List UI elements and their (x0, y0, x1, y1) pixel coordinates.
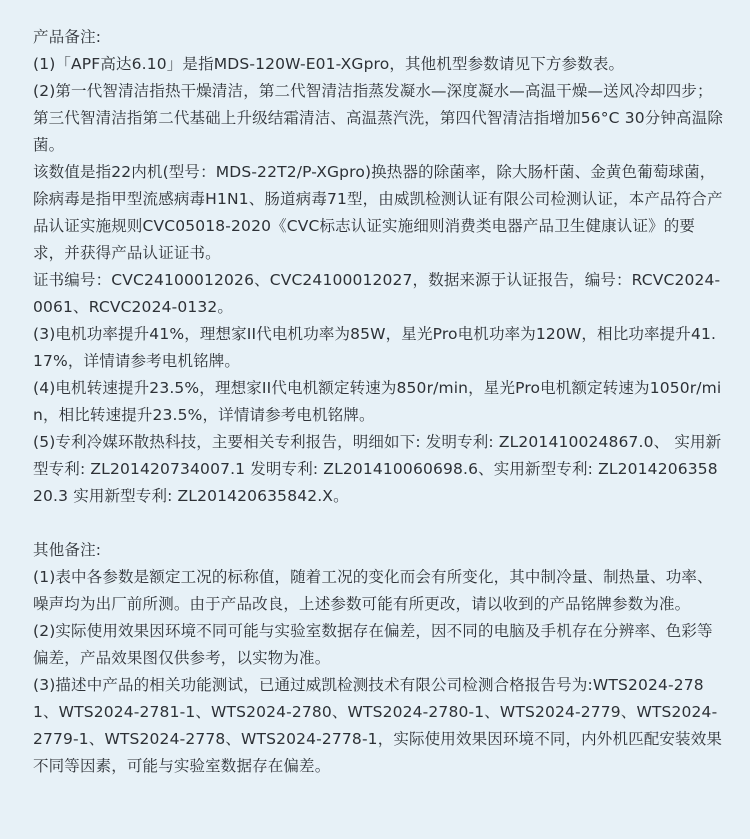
product-note-certificate: 证书编号：CVC24100012026、CVC24100012027，数据来源于认证报告，编号：RCVC2024-0061、RCVC2024-0132。 (33, 271, 721, 316)
product-note-1: (1)「APF高达6.10」是指MDS-120W-E01-XGpro，其他机型参数请见下方参数表。 (33, 55, 625, 73)
other-notes-heading: 其他备注: (33, 541, 102, 559)
product-notes-heading: 产品备注: (33, 28, 102, 46)
other-note-3: (3)描述中产品的相关功能测试，已通过威凯检测技术有限公司检测合格报告号为:WTS2024-2781、WTS2024-2781-1、WTS2024-2780、WTS2024-2780-1、WTS2024-2779、WTS2024-2779-1、WTS2024-2778、WTS2024-2778-1，实际使用效果因环境不同，内外机匹配安装效果不同等因素，可能与实验室数据存在偏差。 (33, 676, 722, 775)
product-note-sterilization: 该数值是指22内机(型号：MDS-22T2/P-XGpro)换热器的除菌率，除大肠杆菌、金黄色葡萄球菌，除病毒是指甲型流感病毒H1N1、肠道病毒71型，由威凯检测认证有限公司检测认证，本产品符合产品认证实施规则CVC05018-2020《CVC标志认证实施细则消费类电器产品卫生健康认证》的要求，并获得产品认证证书。 (33, 163, 723, 262)
product-note-4: (4)电机转速提升23.5%，理想家II代电机额定转速为850r/min，星光Pro电机额定转速为1050r/min，相比转速提升23.5%，详情请参考电机铭牌。 (33, 379, 722, 424)
product-note-5: (5)专利冷媒环散热科技，主要相关专利报告，明细如下: 发明专利: ZL201410024867.0、 实用新型专利: ZL201420734007.1 发明专利: ZL201410060698.6、实用新型专利: ZL201420635820.3 实用新型专利: ZL201420635842.X。 (33, 433, 722, 505)
other-note-2: (2)实际使用效果因环境不同可能与实验室数据存在偏差，因不同的电脑及手机存在分辨率、色彩等偏差，产品效果图仅供参考，以实物为准。 (33, 622, 713, 667)
other-notes-section (33, 537, 726, 780)
product-note-3: (3)电机功率提升41%，理想家II代电机功率为85W，星光Pro电机功率为120W，相比功率提升41.17%，详情请参考电机铭牌。 (33, 325, 717, 370)
section-spacer (33, 510, 726, 537)
product-note-2: (2)第一代智清洁指热干燥清洁，第二代智清洁指蒸发凝水—深度凝水—高温干燥—送风冷却四步；第三代智清洁指第二代基础上升级结霜清洁、高温蒸汽洗，第四代智清洁指增加56°C 30分钟高温除菌。 (33, 82, 723, 154)
other-note-1: (1)表中各参数是额定工况的标称值，随着工况的变化而会有所变化，其中制冷量、制热量、功率、噪声均为出厂前所测。由于产品改良，上述参数可能有所更改，请以收到的产品铭牌参数为准。 (33, 568, 713, 613)
product-notes-section (33, 24, 726, 510)
